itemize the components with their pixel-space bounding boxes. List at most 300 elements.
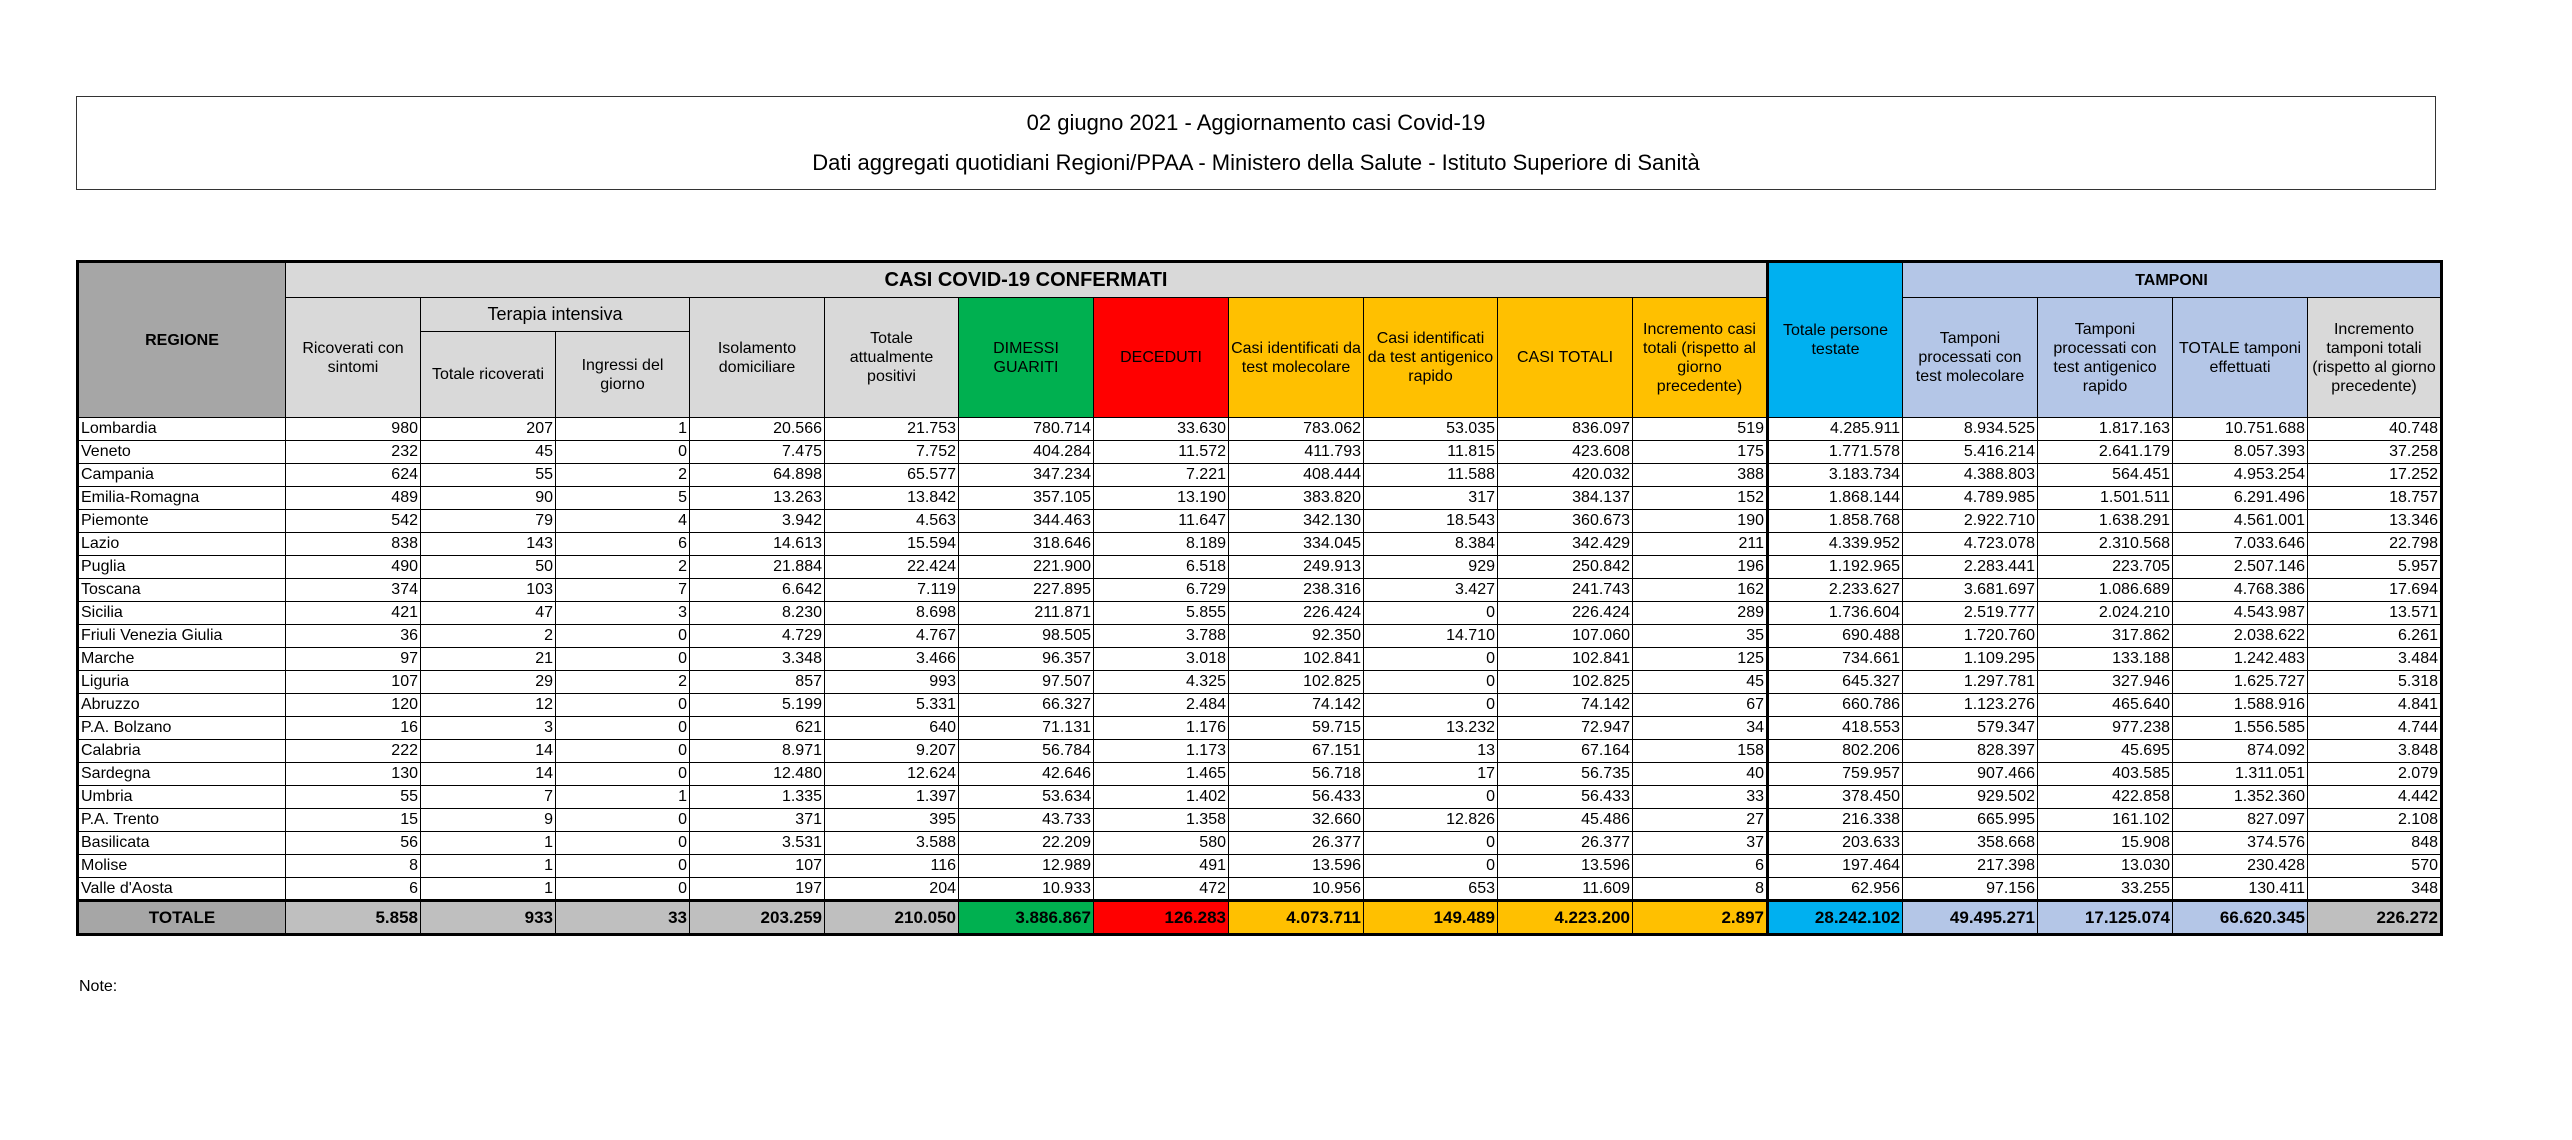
cell-dimessi: 221.900 [959, 556, 1094, 579]
table-row [78, 625, 2442, 648]
cell-casi-antigenico: 13 [1364, 740, 1498, 763]
table-row [78, 533, 2442, 556]
cell-persone-testate: 660.786 [1768, 694, 1903, 717]
cell-casi-totali: 56.735 [1498, 763, 1633, 786]
cell-deceduti: 1.465 [1094, 763, 1229, 786]
total-tamponi-molecolare: 49.495.271 [1903, 901, 2038, 935]
cell-casi-totali: 836.097 [1498, 418, 1633, 441]
cell-dimessi: 347.234 [959, 464, 1094, 487]
cell-ti-totale: 50 [421, 556, 556, 579]
total-deceduti: 126.283 [1094, 901, 1229, 935]
cell-persone-testate: 1.868.144 [1768, 487, 1903, 510]
cell-tamponi-totale: 4.543.987 [2173, 602, 2308, 625]
cell-casi-antigenico: 53.035 [1364, 418, 1498, 441]
cell-incremento-tamponi: 2.079 [2308, 763, 2442, 786]
cell-deceduti: 2.484 [1094, 694, 1229, 717]
cell-ti-ingressi: 3 [556, 602, 690, 625]
cell-ti-ingressi: 2 [556, 464, 690, 487]
cell-ricoverati: 421 [286, 602, 421, 625]
cell-tamponi-totale: 4.561.001 [2173, 510, 2308, 533]
cell-incremento-tamponi: 5.318 [2308, 671, 2442, 694]
cell-ricoverati: 489 [286, 487, 421, 510]
cell-casi-antigenico: 11.815 [1364, 441, 1498, 464]
cell-isolamento: 621 [690, 717, 825, 740]
cell-incremento-tamponi: 18.757 [2308, 487, 2442, 510]
covid-data-table [76, 260, 2443, 936]
cell-casi-molecolare: 334.045 [1229, 533, 1364, 556]
cell-incremento-casi: 152 [1633, 487, 1768, 510]
total-positivi: 210.050 [825, 901, 959, 935]
cell-casi-antigenico: 3.427 [1364, 579, 1498, 602]
cell-tamponi-molecolare: 5.416.214 [1903, 441, 2038, 464]
cell-ti-totale: 90 [421, 487, 556, 510]
cell-incremento-casi: 27 [1633, 809, 1768, 832]
cell-tamponi-antigenico: 33.255 [2038, 878, 2173, 901]
cell-tamponi-molecolare: 2.922.710 [1903, 510, 2038, 533]
cell-incremento-tamponi: 17.694 [2308, 579, 2442, 602]
cell-ti-totale: 14 [421, 740, 556, 763]
table-row [78, 740, 2442, 763]
cell-persone-testate: 62.956 [1768, 878, 1903, 901]
cell-region: Liguria [78, 671, 286, 694]
cell-positivi: 22.424 [825, 556, 959, 579]
cell-isolamento: 3.942 [690, 510, 825, 533]
cell-casi-totali: 107.060 [1498, 625, 1633, 648]
header-casi-antigenico: Casi identificati da test antigenico rapido [1364, 298, 1498, 418]
header-dimessi: DIMESSI GUARITI [959, 298, 1094, 418]
cell-tamponi-molecolare: 579.347 [1903, 717, 2038, 740]
cell-positivi: 204 [825, 878, 959, 901]
cell-ti-totale: 29 [421, 671, 556, 694]
cell-ti-totale: 14 [421, 763, 556, 786]
cell-ricoverati: 838 [286, 533, 421, 556]
total-casi-totali: 4.223.200 [1498, 901, 1633, 935]
cell-ti-ingressi: 0 [556, 832, 690, 855]
cell-positivi: 993 [825, 671, 959, 694]
cell-ti-ingressi: 0 [556, 648, 690, 671]
cell-dimessi: 344.463 [959, 510, 1094, 533]
cell-positivi: 640 [825, 717, 959, 740]
header-tamponi-molecolare: Tamponi processati con test molecolare [1903, 298, 2038, 418]
cell-casi-molecolare: 226.424 [1229, 602, 1364, 625]
cell-casi-totali: 102.841 [1498, 648, 1633, 671]
cell-tamponi-totale: 6.291.496 [2173, 487, 2308, 510]
cell-region: Lombardia [78, 418, 286, 441]
cell-isolamento: 3.348 [690, 648, 825, 671]
total-ti-totale: 933 [421, 901, 556, 935]
cell-tamponi-molecolare: 1.297.781 [1903, 671, 2038, 694]
cell-dimessi: 98.505 [959, 625, 1094, 648]
cell-incremento-tamponi: 848 [2308, 832, 2442, 855]
cell-casi-antigenico: 13.232 [1364, 717, 1498, 740]
cell-incremento-tamponi: 17.252 [2308, 464, 2442, 487]
report-title: 02 giugno 2021 - Aggiornamento casi Covid-19 [1026, 110, 1486, 135]
cell-tamponi-molecolare: 2.519.777 [1903, 602, 2038, 625]
cell-positivi: 21.753 [825, 418, 959, 441]
cell-tamponi-antigenico: 2.024.210 [2038, 602, 2173, 625]
cell-dimessi: 43.733 [959, 809, 1094, 832]
total-region: TOTALE [78, 901, 286, 935]
cell-ti-totale: 55 [421, 464, 556, 487]
cell-casi-totali: 423.608 [1498, 441, 1633, 464]
cell-casi-molecolare: 26.377 [1229, 832, 1364, 855]
cell-region: Emilia-Romagna [78, 487, 286, 510]
cell-deceduti: 4.325 [1094, 671, 1229, 694]
cell-casi-molecolare: 383.820 [1229, 487, 1364, 510]
cell-casi-molecolare: 10.956 [1229, 878, 1364, 901]
cell-tamponi-totale: 2.038.622 [2173, 625, 2308, 648]
cell-incremento-casi: 45 [1633, 671, 1768, 694]
cell-casi-totali: 56.433 [1498, 786, 1633, 809]
cell-persone-testate: 3.183.734 [1768, 464, 1903, 487]
cell-dimessi: 53.634 [959, 786, 1094, 809]
cell-incremento-casi: 37 [1633, 832, 1768, 855]
cell-incremento-tamponi: 5.957 [2308, 556, 2442, 579]
cell-casi-totali: 250.842 [1498, 556, 1633, 579]
cell-incremento-casi: 34 [1633, 717, 1768, 740]
cell-incremento-tamponi: 4.744 [2308, 717, 2442, 740]
cell-dimessi: 66.327 [959, 694, 1094, 717]
totals-row [78, 901, 2442, 935]
cell-casi-molecolare: 56.718 [1229, 763, 1364, 786]
header-ti-totale: Totale ricoverati [421, 332, 556, 418]
header-casi-confermati: CASI COVID-19 CONFERMATI [286, 262, 1768, 298]
cell-casi-molecolare: 408.444 [1229, 464, 1364, 487]
cell-ti-ingressi: 0 [556, 717, 690, 740]
cell-casi-molecolare: 102.841 [1229, 648, 1364, 671]
cell-tamponi-totale: 1.625.727 [2173, 671, 2308, 694]
cell-casi-antigenico: 0 [1364, 602, 1498, 625]
cell-region: Veneto [78, 441, 286, 464]
cell-region: Toscana [78, 579, 286, 602]
table-row [78, 510, 2442, 533]
cell-casi-antigenico: 317 [1364, 487, 1498, 510]
cell-ti-ingressi: 0 [556, 740, 690, 763]
cell-deceduti: 3.788 [1094, 625, 1229, 648]
cell-isolamento: 6.642 [690, 579, 825, 602]
cell-ti-totale: 143 [421, 533, 556, 556]
cell-ti-ingressi: 0 [556, 763, 690, 786]
cell-persone-testate: 1.736.604 [1768, 602, 1903, 625]
cell-incremento-tamponi: 3.848 [2308, 740, 2442, 763]
table-row [78, 809, 2442, 832]
cell-ricoverati: 36 [286, 625, 421, 648]
cell-casi-antigenico: 12.826 [1364, 809, 1498, 832]
cell-incremento-tamponi: 13.346 [2308, 510, 2442, 533]
cell-persone-testate: 418.553 [1768, 717, 1903, 740]
cell-isolamento: 14.613 [690, 533, 825, 556]
cell-casi-molecolare: 92.350 [1229, 625, 1364, 648]
total-persone-testate: 28.242.102 [1768, 901, 1903, 935]
cell-casi-antigenico: 0 [1364, 648, 1498, 671]
cell-casi-antigenico: 0 [1364, 671, 1498, 694]
cell-ricoverati: 130 [286, 763, 421, 786]
header-regione: REGIONE [78, 262, 286, 418]
cell-dimessi: 357.105 [959, 487, 1094, 510]
cell-tamponi-totale: 2.507.146 [2173, 556, 2308, 579]
cell-ti-totale: 3 [421, 717, 556, 740]
cell-tamponi-totale: 230.428 [2173, 855, 2308, 878]
cell-persone-testate: 690.488 [1768, 625, 1903, 648]
cell-region: Friuli Venezia Giulia [78, 625, 286, 648]
cell-tamponi-molecolare: 4.789.985 [1903, 487, 2038, 510]
cell-tamponi-antigenico: 161.102 [2038, 809, 2173, 832]
total-tamponi-antigenico: 17.125.074 [2038, 901, 2173, 935]
cell-casi-totali: 67.164 [1498, 740, 1633, 763]
cell-positivi: 9.207 [825, 740, 959, 763]
cell-persone-testate: 4.285.911 [1768, 418, 1903, 441]
cell-ti-ingressi: 2 [556, 556, 690, 579]
cell-isolamento: 107 [690, 855, 825, 878]
cell-incremento-casi: 289 [1633, 602, 1768, 625]
cell-tamponi-totale: 4.768.386 [2173, 579, 2308, 602]
table-row [78, 717, 2442, 740]
cell-ricoverati: 542 [286, 510, 421, 533]
cell-casi-antigenico: 11.588 [1364, 464, 1498, 487]
cell-region: Lazio [78, 533, 286, 556]
cell-casi-totali: 74.142 [1498, 694, 1633, 717]
cell-incremento-casi: 196 [1633, 556, 1768, 579]
table-row [78, 648, 2442, 671]
cell-ti-totale: 45 [421, 441, 556, 464]
cell-dimessi: 227.895 [959, 579, 1094, 602]
cell-positivi: 4.767 [825, 625, 959, 648]
cell-ti-ingressi: 0 [556, 809, 690, 832]
header-casi-molecolare: Casi identificati da test molecolare [1229, 298, 1364, 418]
cell-casi-antigenico: 0 [1364, 855, 1498, 878]
cell-casi-antigenico: 0 [1364, 694, 1498, 717]
cell-tamponi-molecolare: 1.109.295 [1903, 648, 2038, 671]
total-dimessi: 3.886.867 [959, 901, 1094, 935]
note-label: Note: [79, 978, 118, 995]
table-row [78, 602, 2442, 625]
cell-tamponi-molecolare: 828.397 [1903, 740, 2038, 763]
cell-tamponi-antigenico: 15.908 [2038, 832, 2173, 855]
cell-tamponi-antigenico: 1.086.689 [2038, 579, 2173, 602]
table-row [78, 855, 2442, 878]
cell-isolamento: 857 [690, 671, 825, 694]
cell-ti-ingressi: 0 [556, 855, 690, 878]
cell-ricoverati: 97 [286, 648, 421, 671]
cell-dimessi: 404.284 [959, 441, 1094, 464]
cell-deceduti: 13.190 [1094, 487, 1229, 510]
table-row [78, 441, 2442, 464]
table-row [78, 786, 2442, 809]
cell-casi-molecolare: 238.316 [1229, 579, 1364, 602]
cell-casi-antigenico: 17 [1364, 763, 1498, 786]
cell-dimessi: 12.989 [959, 855, 1094, 878]
total-casi-antigenico: 149.489 [1364, 901, 1498, 935]
total-incremento-casi: 2.897 [1633, 901, 1768, 935]
cell-isolamento: 371 [690, 809, 825, 832]
cell-isolamento: 7.475 [690, 441, 825, 464]
table-row [78, 556, 2442, 579]
cell-tamponi-antigenico: 977.238 [2038, 717, 2173, 740]
table-row [78, 487, 2442, 510]
cell-isolamento: 12.480 [690, 763, 825, 786]
cell-deceduti: 1.176 [1094, 717, 1229, 740]
cell-casi-molecolare: 249.913 [1229, 556, 1364, 579]
cell-ti-totale: 47 [421, 602, 556, 625]
cell-tamponi-totale: 130.411 [2173, 878, 2308, 901]
cell-casi-antigenico: 0 [1364, 832, 1498, 855]
total-incremento-tamponi: 226.272 [2308, 901, 2442, 935]
cell-casi-molecolare: 13.596 [1229, 855, 1364, 878]
cell-positivi: 65.577 [825, 464, 959, 487]
table-row [78, 832, 2442, 855]
cell-positivi: 15.594 [825, 533, 959, 556]
cell-tamponi-totale: 874.092 [2173, 740, 2308, 763]
cell-tamponi-totale: 7.033.646 [2173, 533, 2308, 556]
cell-incremento-tamponi: 40.748 [2308, 418, 2442, 441]
cell-incremento-casi: 175 [1633, 441, 1768, 464]
cell-tamponi-molecolare: 929.502 [1903, 786, 2038, 809]
cell-deceduti: 472 [1094, 878, 1229, 901]
cell-casi-totali: 384.137 [1498, 487, 1633, 510]
cell-ti-totale: 12 [421, 694, 556, 717]
cell-ti-totale: 2 [421, 625, 556, 648]
cell-region: Marche [78, 648, 286, 671]
cell-deceduti: 491 [1094, 855, 1229, 878]
cell-ti-ingressi: 6 [556, 533, 690, 556]
cell-ti-ingressi: 0 [556, 694, 690, 717]
cell-ti-totale: 207 [421, 418, 556, 441]
cell-incremento-casi: 6 [1633, 855, 1768, 878]
cell-deceduti: 8.189 [1094, 533, 1229, 556]
cell-isolamento: 1.335 [690, 786, 825, 809]
cell-incremento-casi: 211 [1633, 533, 1768, 556]
cell-tamponi-molecolare: 1.720.760 [1903, 625, 2038, 648]
cell-tamponi-totale: 1.588.916 [2173, 694, 2308, 717]
cell-casi-totali: 226.424 [1498, 602, 1633, 625]
cell-ti-ingressi: 0 [556, 441, 690, 464]
cell-casi-totali: 241.743 [1498, 579, 1633, 602]
cell-incremento-tamponi: 4.442 [2308, 786, 2442, 809]
total-ti-ingressi: 33 [556, 901, 690, 935]
header-tamponi-totale: TOTALE tamponi effettuati [2173, 298, 2308, 418]
cell-tamponi-antigenico: 403.585 [2038, 763, 2173, 786]
cell-deceduti: 580 [1094, 832, 1229, 855]
cell-ricoverati: 8 [286, 855, 421, 878]
table-row [78, 464, 2442, 487]
cell-tamponi-antigenico: 327.946 [2038, 671, 2173, 694]
cell-region: Molise [78, 855, 286, 878]
cell-ricoverati: 490 [286, 556, 421, 579]
cell-ti-ingressi: 5 [556, 487, 690, 510]
cell-positivi: 5.331 [825, 694, 959, 717]
cell-ti-totale: 1 [421, 878, 556, 901]
cell-incremento-tamponi: 3.484 [2308, 648, 2442, 671]
cell-ti-ingressi: 1 [556, 786, 690, 809]
cell-deceduti: 6.518 [1094, 556, 1229, 579]
cell-casi-totali: 72.947 [1498, 717, 1633, 740]
cell-incremento-tamponi: 348 [2308, 878, 2442, 901]
cell-incremento-tamponi: 37.258 [2308, 441, 2442, 464]
cell-positivi: 395 [825, 809, 959, 832]
cell-tamponi-molecolare: 358.668 [1903, 832, 2038, 855]
cell-region: Calabria [78, 740, 286, 763]
cell-persone-testate: 1.192.965 [1768, 556, 1903, 579]
cell-tamponi-antigenico: 13.030 [2038, 855, 2173, 878]
cell-positivi: 1.397 [825, 786, 959, 809]
cell-tamponi-antigenico: 317.862 [2038, 625, 2173, 648]
cell-persone-testate: 1.771.578 [1768, 441, 1903, 464]
cell-tamponi-antigenico: 422.858 [2038, 786, 2173, 809]
cell-tamponi-molecolare: 665.995 [1903, 809, 2038, 832]
cell-positivi: 3.588 [825, 832, 959, 855]
cell-isolamento: 13.263 [690, 487, 825, 510]
cell-casi-molecolare: 67.151 [1229, 740, 1364, 763]
cell-incremento-tamponi: 570 [2308, 855, 2442, 878]
header-ti-ingressi: Ingressi del giorno [556, 332, 690, 418]
cell-tamponi-totale: 4.953.254 [2173, 464, 2308, 487]
table-body [78, 418, 2442, 935]
cell-casi-totali: 102.825 [1498, 671, 1633, 694]
cell-persone-testate: 216.338 [1768, 809, 1903, 832]
cell-tamponi-molecolare: 2.283.441 [1903, 556, 2038, 579]
header-incremento-tamponi: Incremento tamponi totali (rispetto al giorno precedente) [2308, 298, 2442, 418]
cell-dimessi: 56.784 [959, 740, 1094, 763]
cell-deceduti: 11.647 [1094, 510, 1229, 533]
cell-ti-totale: 7 [421, 786, 556, 809]
report-subtitle: Dati aggregati quotidiani Regioni/PPAA - Ministero della Salute - Istituto Superiore di Sanità [812, 150, 1700, 175]
cell-persone-testate: 1.858.768 [1768, 510, 1903, 533]
cell-incremento-casi: 67 [1633, 694, 1768, 717]
cell-casi-totali: 342.429 [1498, 533, 1633, 556]
cell-isolamento: 3.531 [690, 832, 825, 855]
cell-positivi: 12.624 [825, 763, 959, 786]
cell-ti-totale: 21 [421, 648, 556, 671]
cell-casi-antigenico: 14.710 [1364, 625, 1498, 648]
cell-tamponi-molecolare: 4.723.078 [1903, 533, 2038, 556]
cell-tamponi-antigenico: 45.695 [2038, 740, 2173, 763]
cell-deceduti: 33.630 [1094, 418, 1229, 441]
cell-casi-antigenico: 929 [1364, 556, 1498, 579]
cell-ricoverati: 56 [286, 832, 421, 855]
cell-ti-ingressi: 0 [556, 625, 690, 648]
cell-positivi: 116 [825, 855, 959, 878]
cell-ti-ingressi: 4 [556, 510, 690, 533]
cell-ti-totale: 1 [421, 855, 556, 878]
cell-dimessi: 96.357 [959, 648, 1094, 671]
cell-tamponi-molecolare: 8.934.525 [1903, 418, 2038, 441]
cell-deceduti: 3.018 [1094, 648, 1229, 671]
cell-positivi: 7.119 [825, 579, 959, 602]
header-deceduti: DECEDUTI [1094, 298, 1229, 418]
cell-casi-molecolare: 783.062 [1229, 418, 1364, 441]
cell-tamponi-antigenico: 465.640 [2038, 694, 2173, 717]
cell-persone-testate: 802.206 [1768, 740, 1903, 763]
total-tamponi-totale: 66.620.345 [2173, 901, 2308, 935]
cell-tamponi-totale: 1.556.585 [2173, 717, 2308, 740]
cell-ti-ingressi: 0 [556, 878, 690, 901]
header-terapia-intensiva: Terapia intensiva [421, 298, 690, 332]
cell-ti-ingressi: 2 [556, 671, 690, 694]
cell-tamponi-totale: 10.751.688 [2173, 418, 2308, 441]
header-tamponi: TAMPONI [1903, 262, 2442, 298]
cell-isolamento: 20.566 [690, 418, 825, 441]
cell-isolamento: 4.729 [690, 625, 825, 648]
cell-casi-molecolare: 32.660 [1229, 809, 1364, 832]
cell-region: Basilicata [78, 832, 286, 855]
cell-ricoverati: 55 [286, 786, 421, 809]
cell-tamponi-antigenico: 133.188 [2038, 648, 2173, 671]
cell-tamponi-totale: 1.311.051 [2173, 763, 2308, 786]
cell-persone-testate: 759.957 [1768, 763, 1903, 786]
cell-casi-totali: 26.377 [1498, 832, 1633, 855]
cell-casi-antigenico: 0 [1364, 786, 1498, 809]
cell-dimessi: 42.646 [959, 763, 1094, 786]
